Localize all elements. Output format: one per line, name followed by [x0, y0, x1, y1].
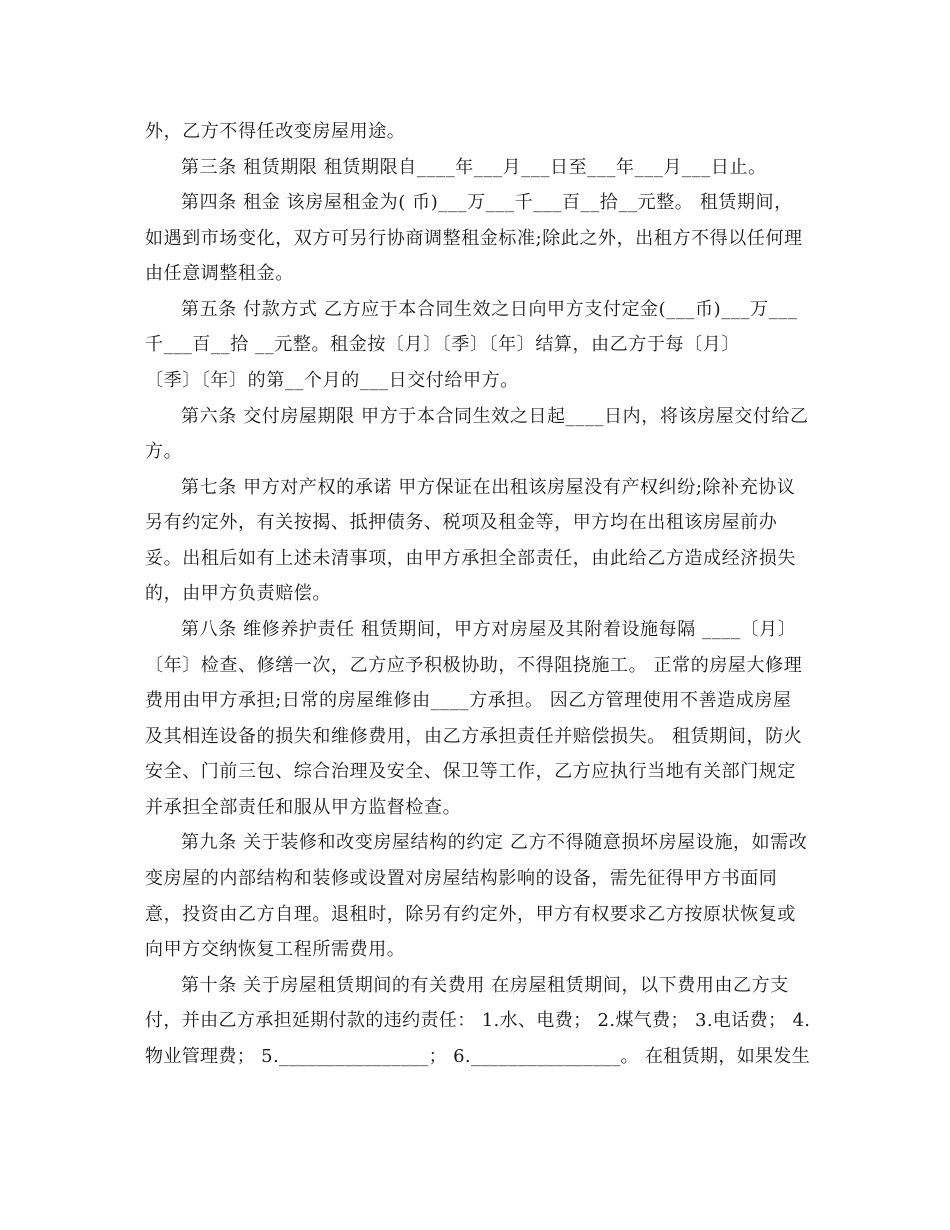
article-4-line: 第四条 租金 该房屋租金为( 币)___万___千___百__拾__元整。 租赁期间，	[181, 192, 793, 213]
text-line: 如遇到市场变化，双方可另行协商调整租金标准;除此之外，出租方不得以任何理	[145, 228, 803, 249]
text-line: 的，由甲方负责赔偿。	[145, 583, 331, 604]
text-line: 〔季〕〔年〕的第__个月的___日交付给甲方。	[145, 370, 519, 391]
article-9-line: 第九条 关于装修和改变房屋结构的约定 乙方不得随意损坏房屋设施，如需改	[181, 832, 808, 853]
text-line: 向甲方交纳恢复工程所需费用。	[145, 939, 406, 960]
text-line: 物业管理费； 5.________________； 6.________________。 在租赁期，如果发生	[145, 1046, 811, 1067]
article-10-line: 第十条 关于房屋租赁期间的有关费用 在房屋租赁期间，以下费用由乙方支	[181, 975, 789, 996]
text-line: 变房屋的内部结构和装修或设置对房屋结构影响的设备，需先征得甲方书面同	[145, 868, 778, 889]
text-line: 意，投资由乙方自理。退租时，除另有约定外，甲方有权要求乙方按原状恢复或	[145, 904, 796, 925]
text-line: 方。	[145, 441, 183, 462]
text-line: 〔年〕检查、修缮一次，乙方应予积极协助，不得阻挠施工。 正常的房屋大修理	[145, 655, 803, 676]
article-6-line: 第六条 交付房屋期限 甲方于本合同生效之日起____日内，将该房屋交付给乙	[181, 406, 809, 427]
text-line: 千___百__拾 __元整。租金按〔月〕〔季〕〔年〕结算，由乙方于每〔月〕	[145, 334, 740, 355]
article-8-line: 第八条 维修养护责任 租赁期间，甲方对房屋及其附着设施每隔 ____〔月〕	[181, 619, 797, 640]
text-line: 费用由甲方承担;日常的房屋维修由____方承担。 因乙方管理使用不善造成房屋	[145, 690, 792, 711]
text-line: 另有约定外，有关按揭、抵押债务、税项及租金等，甲方均在出租该房屋前办	[145, 512, 778, 533]
text-line: 由任意调整租金。	[145, 263, 294, 284]
article-3-line: 第三条 租赁期限 租赁期限自____年___月___日至___年___月___日止。	[181, 157, 767, 178]
text-line: 付，并由乙方承担延期付款的违约责任： 1.水、电费； 2.煤气费； 3.电话费； 4.	[145, 1010, 811, 1031]
text-line: 外，乙方不得任改变房屋用途。	[145, 121, 406, 142]
text-line: 安全、门前三包、综合治理及安全、保卫等工作，乙方应执行当地有关部门规定	[145, 761, 796, 782]
article-5-line: 第五条 付款方式 乙方应于本合同生效之日向甲方支付定金(___币)___万___	[181, 299, 798, 320]
text-line: 并承担全部责任和服从甲方监督检查。	[145, 797, 462, 818]
article-7-line: 第七条 甲方对产权的承诺 甲方保证在出租该房屋没有产权纠纷;除补充协议	[181, 477, 796, 498]
text-line: 妥。出租后如有上述未清事项，由甲方承担全部责任，由此给乙方造成经济损失	[145, 548, 796, 569]
text-line: 及其相连设备的损失和维修费用，由乙方承担责任并赔偿损失。 租赁期间，防火	[145, 726, 803, 747]
